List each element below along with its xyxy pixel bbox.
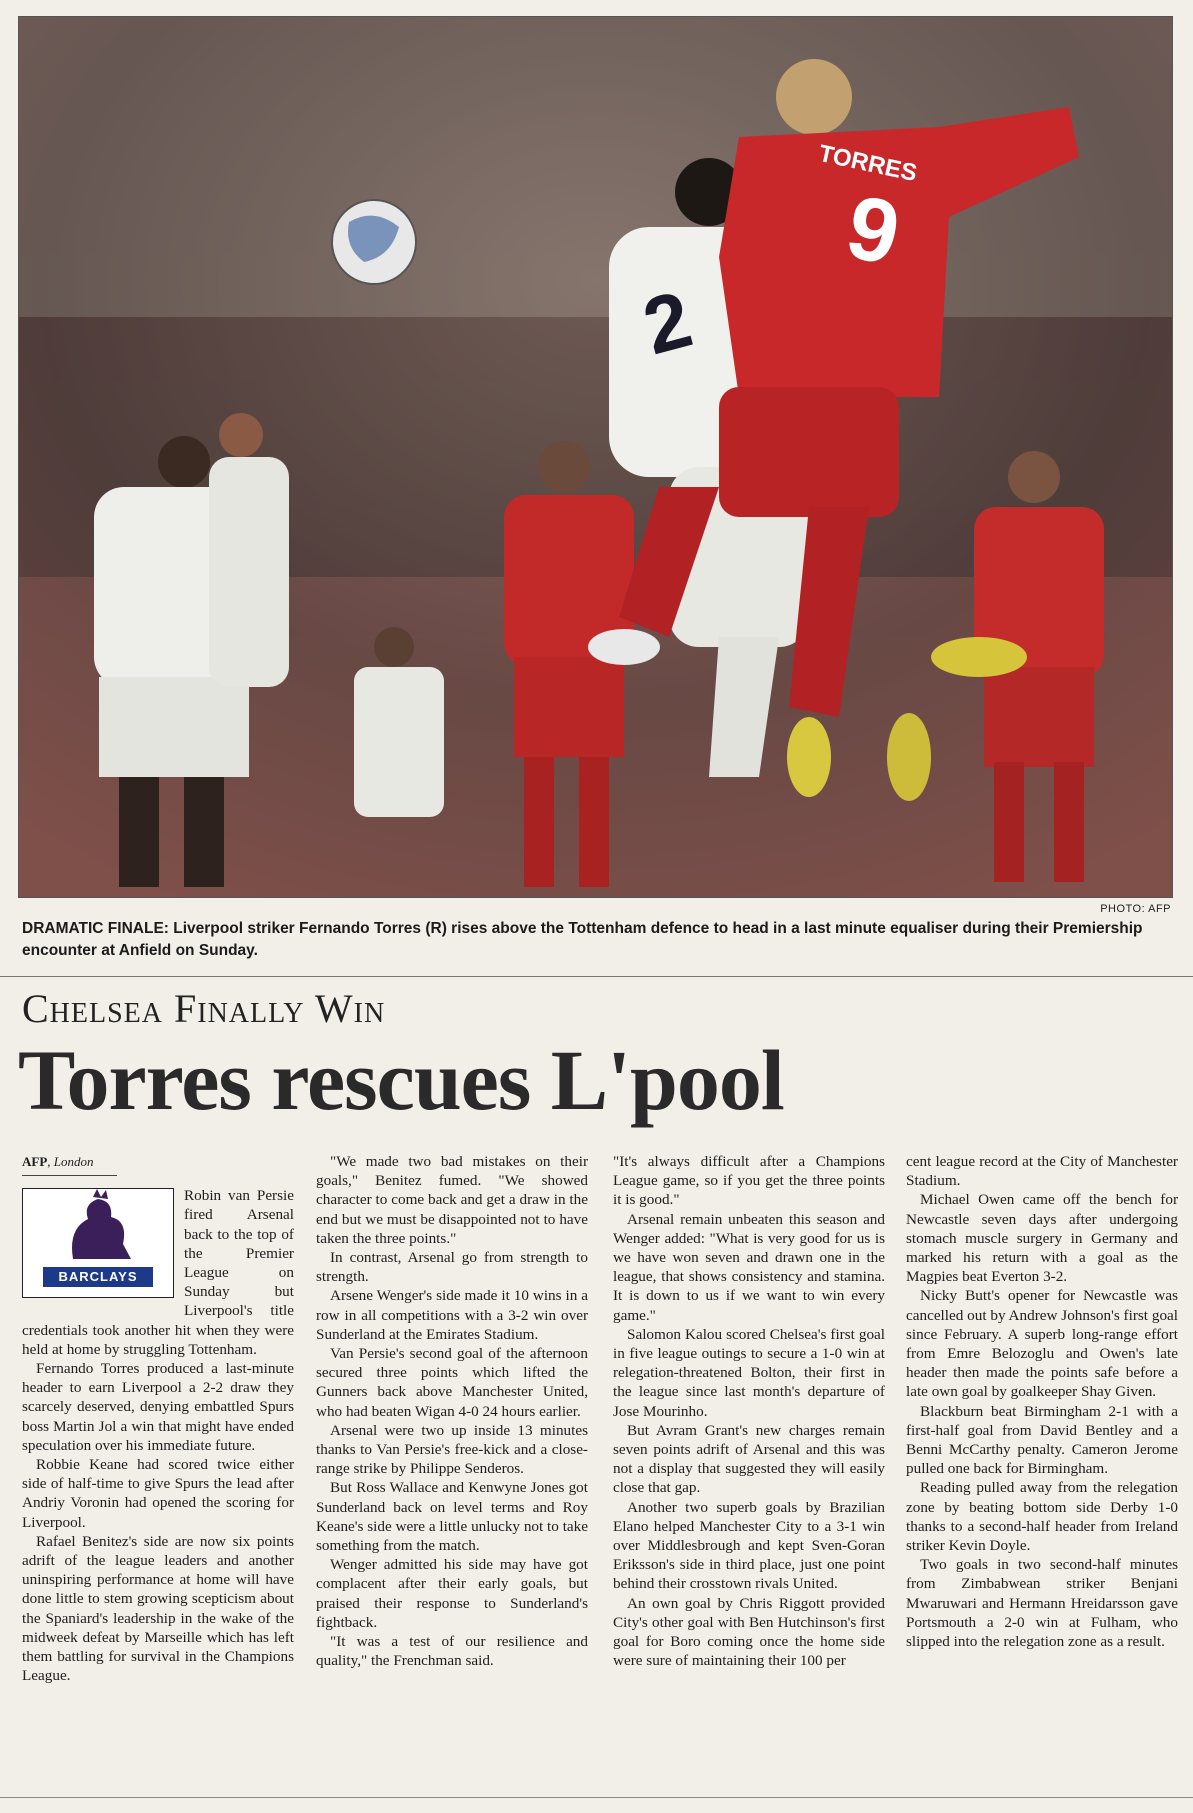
paragraph: Robin van Persie fired Arsenal back to the top of the Premier League on Sunday but Liverpool's title credentials took another hit when they were held at home by struggling Tottenham.: [22, 1187, 294, 1358]
caption-text: Liverpool striker Fernando Torres (R) rises above the Tottenham defence to head in a last minute equaliser during their Premiership encounter at Anfield on Sunday.: [22, 920, 1143, 959]
match-photo: [18, 16, 1173, 898]
paragraph: Another two superb goals by Brazilian Elano helped Manchester City to a 3-1 win over Middlesbrough and kept Sven-Goran Eriksson's side in third place, just one point behind their crosstown rivals United.: [613, 1498, 885, 1593]
logo-text: BARCLAYS: [43, 1267, 153, 1287]
section-divider: [0, 976, 1193, 977]
paragraph: Fernando Torres produced a last-minute header to earn Liverpool a 2-2 draw they scarcely deserved, denying embattled Spurs boss Martin Jol a win that might have ended speculation over his immediate future.: [22, 1360, 294, 1454]
paragraph: But Ross Wallace and Kenwyne Jones got Sunderland back on level terms and Roy Keane's side were a little unlucky not to take something from the match.: [316, 1479, 588, 1555]
byline-source: AFP: [22, 1154, 48, 1169]
paragraph: Blackburn beat Birmingham 2-1 with a first-half goal from David Bentley and a Benni McCarthy penalty. Cameron Jerome pulled one back for Birmingham.: [906, 1402, 1178, 1478]
photo-credit: PHOTO: AFP: [1100, 903, 1171, 915]
paragraph: Reading pulled away from the relegation zone by beating bottom side Derby 1-0 thanks to a second-half header from Ireland striker Kevin Doyle.: [906, 1479, 1178, 1555]
paragraph: But Avram Grant's new charges remain seven points adrift of Arsenal and this was not a display that suggested they will easily close that gap.: [613, 1421, 885, 1497]
kicker-headline: Chelsea Finally Win: [22, 986, 386, 1031]
defender-shirt-number: 2: [634, 273, 701, 372]
lion-icon: [23, 1189, 173, 1269]
paragraph: Van Persie's second goal of the afternoon secured three points which lifted the Gunners back above Manchester United, who had beaten Wigan 4-0 24 hours earlier.: [316, 1345, 588, 1420]
paragraph: In contrast, Arsenal go from strength to strength.: [316, 1249, 588, 1286]
match-photo-illustration: [19, 17, 1172, 897]
paragraph: "We made two bad mistakes on their goals," Benitez fumed. "We showed character to come back and get a draw in the end but we must be disappointed not to have taken the three points.": [316, 1153, 588, 1247]
main-headline: Torres rescues L'pool: [18, 1032, 784, 1128]
premier-league-logo: [22, 1188, 174, 1298]
paragraph: Arsenal were two up inside 13 minutes thanks to Van Persie's free-kick and a close-range strike by Philippe Senderos.: [316, 1421, 588, 1478]
paragraph: Arsenal remain unbeaten this season and Wenger added: "What is very good for us is we have won seven and drawn one in the league, that shows consistency and stamina. It is down to us if we want to win every game.": [613, 1210, 885, 1324]
paragraph: An own goal by Chris Riggott provided City's other goal with Ben Hutchinson's first goal for Boro coming once the home side were sure of maintaining their 100 per: [613, 1594, 885, 1670]
photo-caption: [22, 918, 1172, 962]
paragraph: Rafael Benitez's side are now six points adrift of the league leaders and another uninspiring performance at home will have done little to stem growing scepticism about the Spaniard's leadership in the wake of the midweek defeat by Marseille which has left them battling for survival in the Champions League.: [22, 1532, 294, 1685]
paragraph: Wenger admitted his side may have got complacent after their early goals, but praised their response to Sunderland's fightback.: [316, 1556, 588, 1631]
article-column-2: [316, 1152, 588, 1670]
paragraph: "It's always difficult after a Champions League game, so if you get the three points it is good.": [613, 1153, 885, 1209]
boot-icon-2: [887, 713, 931, 801]
paragraph: Nicky Butt's opener for Newcastle was cancelled out by Andrew Johnson's first goal since February. A superb long-range effort from Emre Belozoglu and Owen's late header then made the points safe before a late own goal by goalkeeper Shay Given.: [906, 1287, 1178, 1401]
paragraph: Michael Owen came off the bench for Newcastle seven days after undergoing stomach muscle surgery in Germany and marked his return with a goal as the Magpies beat Everton 3-2.: [906, 1191, 1178, 1286]
article-body: [22, 1152, 1178, 1792]
paragraph: Two goals in two second-half minutes from Zimbabwean striker Benjani Mwaruwari and Hermann Hreidarsson gave Portsmouth a 2-0 win at Fulham, who slipped into the relegation zone as a result.: [906, 1556, 1178, 1651]
byline: AFP, London: [22, 1152, 117, 1176]
boot-icon: [931, 637, 1027, 677]
paragraph: Robbie Keane had scored twice either side of half-time to give Spurs the lead after Andriy Voronin had opened the scoring for Liverpool.: [22, 1456, 294, 1531]
caption-lead: DRAMATIC FINALE:: [22, 920, 169, 937]
torres-shirt-name: TORRES: [816, 140, 920, 188]
paragraph: Arsene Wenger's side made it 10 wins in a row in all competitions with a 3-2 win over Sunderland at the Emirates Stadium.: [316, 1287, 588, 1343]
paragraph: Salomon Kalou scored Chelsea's first goal in five league outings to secure a 1-0 win at relegation-threatened Bolton, their first in the league since last month's departure of Jose Mourinho.: [613, 1325, 885, 1420]
bottom-rule: [0, 1797, 1193, 1798]
article-column-1: [22, 1152, 294, 1685]
article-column-3: [613, 1152, 885, 1670]
article-column-4: [906, 1152, 1178, 1651]
paragraph: cent league record at the City of Manchester Stadium.: [906, 1153, 1178, 1190]
byline-location: London: [53, 1154, 94, 1169]
torres-shirt-number: 9: [838, 176, 908, 285]
paragraph: "It was a test of our resilience and quality," the Frenchman said.: [316, 1633, 588, 1670]
